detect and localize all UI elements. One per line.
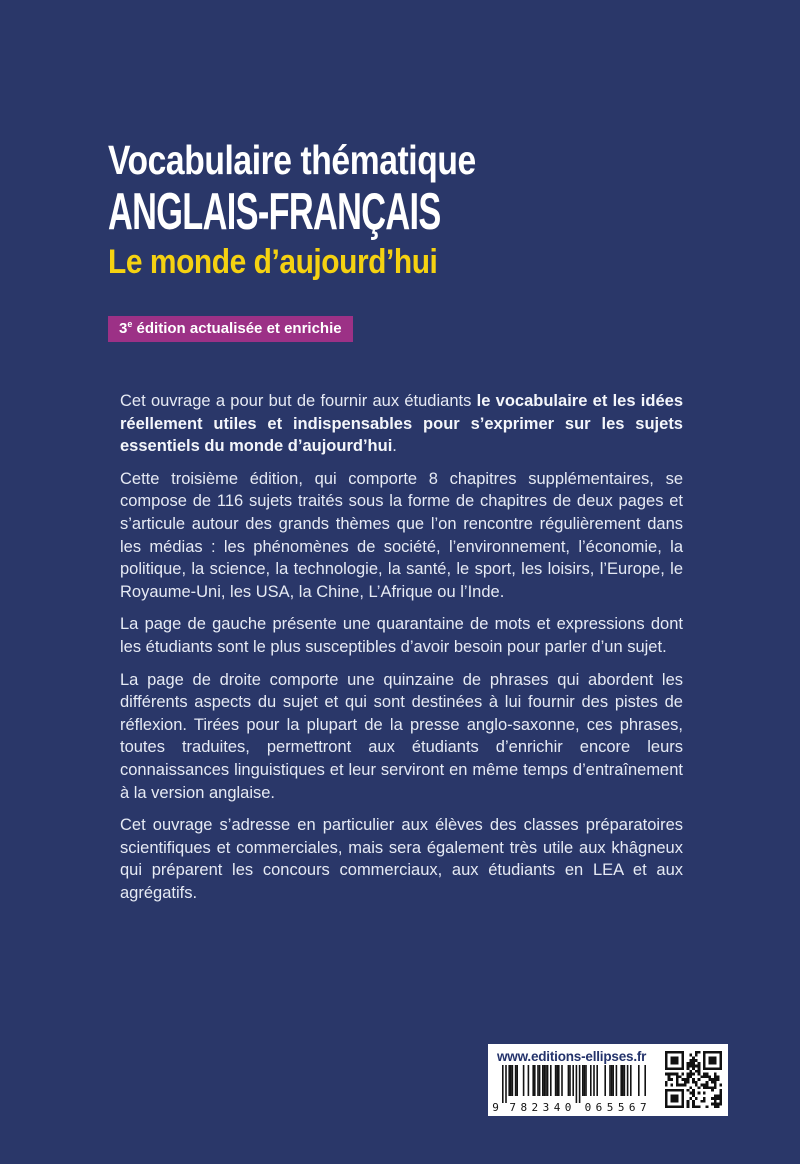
book-subtitle: Le monde d’aujourd’hui xyxy=(108,243,438,281)
svg-text:065567: 065567 xyxy=(584,1101,647,1113)
paragraph: Cet ouvrage a pour but de fournir aux étudiants le vocabulaire et les idées réellement utiles et indispensables pour s’exprimer sur les sujets essentiels du monde d’aujourd’hui. xyxy=(120,392,683,456)
edition-number: 3 xyxy=(119,320,128,337)
back-cover-description xyxy=(120,390,683,914)
paragraph: La page de gauche présente une quarantaine de mots et expressions dont les étudiants sont le plus susceptibles d’avoir besoin pour parler d’un sujet. xyxy=(120,615,683,656)
publisher-website: www.editions-ellipses.fr xyxy=(497,1049,647,1064)
ean13-barcode xyxy=(492,1065,654,1113)
book-title-line2: ANGLAIS-FRANÇAIS xyxy=(108,183,441,241)
edition-badge xyxy=(108,316,353,342)
publisher-box xyxy=(488,1044,728,1116)
paragraph: Cette troisième édition, qui comporte 8 chapitres supplémentaires, se compose de 116 sujets traités sous la forme de chapitres de deux pages et s’articule autour des grands thèmes que l’on rencontre régulièrement dans les médias : les phénomènes de société, l’environnement, l’économie, la politique, la science, la technologie, la santé, le sport, les loisirs, l’Europe, le Royaume-Uni, les USA, la Chine, L’Afrique ou l’Inde. xyxy=(120,469,683,601)
qr-code xyxy=(665,1051,722,1108)
edition-text: édition actualisée et enrichie xyxy=(132,320,342,337)
paragraph: La page de droite comporte une quinzaine de phrases qui abordent les différents aspects du sujet et qui sont destinées à lui fournir des pistes de réflexion. Tirées pour la plupart de la presse anglo-saxonne, ces phrases, toutes traduites, permettront aux étudiants d’enrichir encore leurs connaissances linguistiques et leur serviront en même temps d’entraînement à la version anglaise. xyxy=(120,670,683,802)
svg-text:782340: 782340 xyxy=(509,1101,572,1113)
paragraph: Cet ouvrage s’adresse en particulier aux élèves des classes préparatoires scientifiques et commerciales, mais sera également très utile aux khâgneux qui préparent les concours commerciaux, aux étudiants en LEA et aux agrégatifs. xyxy=(120,816,683,902)
book-title-line1: Vocabulaire thématique xyxy=(108,137,476,183)
edition-superscript: e xyxy=(127,319,133,329)
title-block xyxy=(108,136,612,342)
svg-text:9: 9 xyxy=(492,1101,499,1113)
